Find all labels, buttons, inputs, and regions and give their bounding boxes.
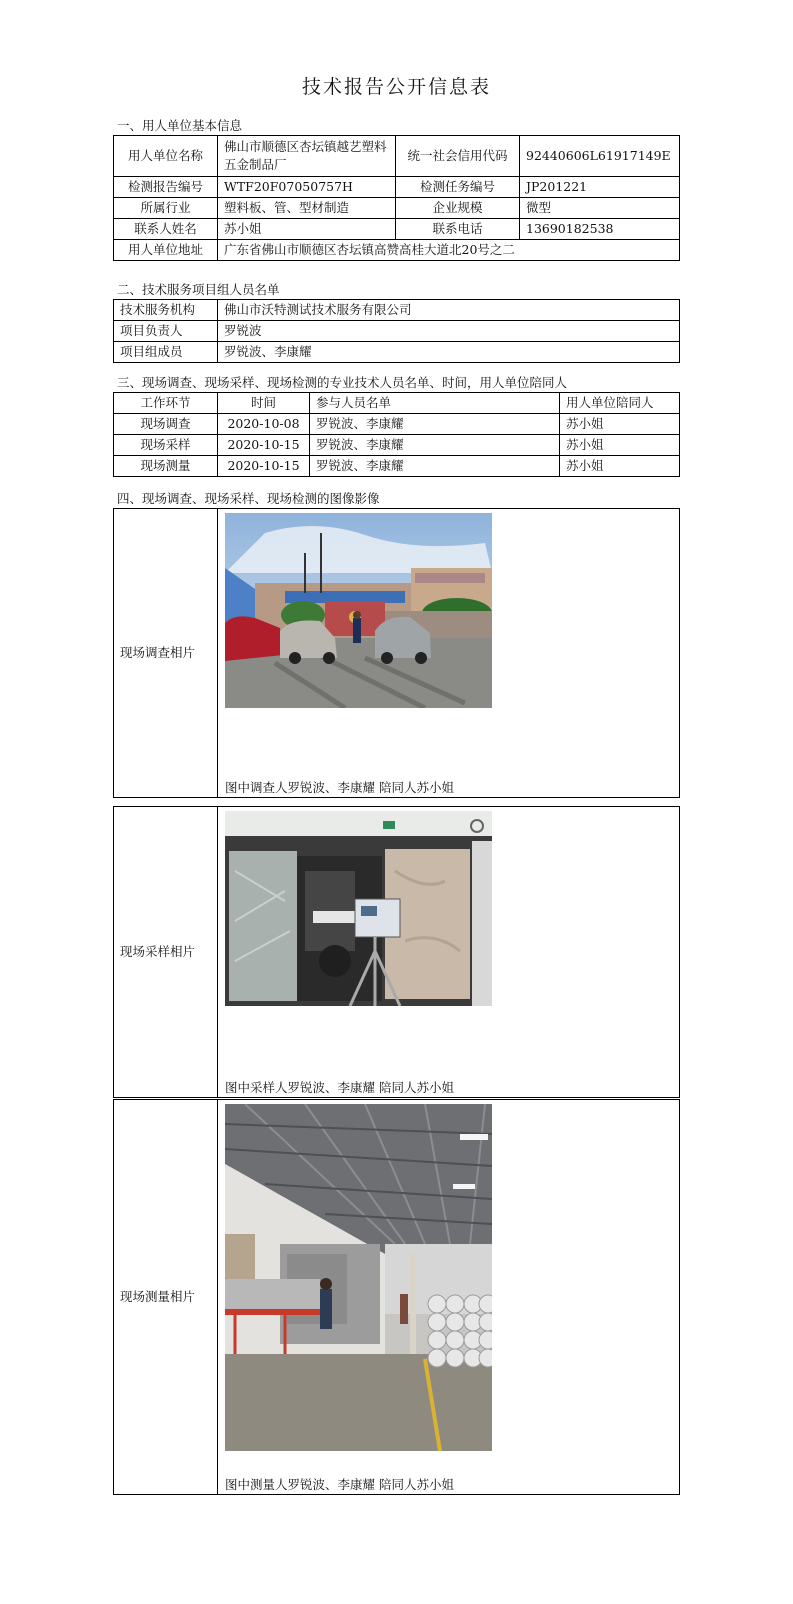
table-row xyxy=(114,456,680,477)
header-escort: 用人单位陪同人 xyxy=(560,393,680,414)
table-row xyxy=(114,219,680,240)
task-no-value: JP201221 xyxy=(520,177,680,198)
escort-cell: 苏小姐 xyxy=(560,435,680,456)
team-table xyxy=(113,299,680,363)
photo-caption: 图中采样人罗锐波、李康耀 陪同人苏小姐 xyxy=(225,1080,454,1095)
stage-cell: 现场测量 xyxy=(114,456,218,477)
report-no-value: WTF20F07050757H xyxy=(218,177,396,198)
credit-code-label: 统一社会信用代码 xyxy=(396,136,520,177)
scale-label: 企业规模 xyxy=(396,198,520,219)
table-row xyxy=(114,321,680,342)
escort-cell: 苏小姐 xyxy=(560,456,680,477)
photo-caption: 图中调查人罗锐波、李康耀 陪同人苏小姐 xyxy=(225,780,454,795)
header-date: 时间 xyxy=(218,393,310,414)
unit-name-label: 用人单位名称 xyxy=(114,136,218,177)
date-cell: 2020-10-08 xyxy=(218,414,310,435)
people-cell: 罗锐波、李康耀 xyxy=(310,435,560,456)
stage-cell: 现场采样 xyxy=(114,435,218,456)
section-heading-photos: 四、现场调查、现场采样、现场检测的图像影像 xyxy=(117,491,380,506)
table-header-row xyxy=(114,393,680,414)
unit-name-value: 佛山市顺德区杏坛镇越艺塑料五金制品厂 xyxy=(218,136,396,177)
photo-table-sampling xyxy=(113,806,680,1098)
stage-cell: 现场调查 xyxy=(114,414,218,435)
photo-table-measurement xyxy=(113,1099,680,1495)
header-stage: 工作环节 xyxy=(114,393,218,414)
basic-info-table xyxy=(113,135,680,261)
leader-label: 项目负责人 xyxy=(114,321,218,342)
schedule-table xyxy=(113,392,680,477)
table-row xyxy=(114,509,680,798)
org-value: 佛山市沃特测试技术服务有限公司 xyxy=(218,300,680,321)
photo-cell xyxy=(218,1100,680,1495)
address-value: 广东省佛山市顺德区杏坛镇高赞高桂大道北20号之二 xyxy=(218,240,680,261)
date-cell: 2020-10-15 xyxy=(218,456,310,477)
org-label: 技术服务机构 xyxy=(114,300,218,321)
date-cell: 2020-10-15 xyxy=(218,435,310,456)
table-row xyxy=(114,342,680,363)
section-heading-schedule: 三、现场调查、现场采样、现场检测的专业技术人员名单、时间，用人单位陪同人 xyxy=(117,375,568,390)
photo-label: 现场采样相片 xyxy=(114,807,218,1098)
address-label: 用人单位地址 xyxy=(114,240,218,261)
measurement-photo xyxy=(225,1104,492,1451)
contact-label: 联系人姓名 xyxy=(114,219,218,240)
members-value: 罗锐波、李康耀 xyxy=(218,342,680,363)
table-row xyxy=(114,1100,680,1495)
people-cell: 罗锐波、李康耀 xyxy=(310,414,560,435)
photo-cell xyxy=(218,807,680,1098)
document-title: 技术报告公开信息表 xyxy=(301,76,491,98)
contact-value: 苏小姐 xyxy=(218,219,396,240)
table-row xyxy=(114,435,680,456)
table-row xyxy=(114,414,680,435)
section-heading-basic-info: 一、用人单位基本信息 xyxy=(117,118,243,133)
photo-table-survey xyxy=(113,508,680,798)
phone-label: 联系电话 xyxy=(396,219,520,240)
industry-label: 所属行业 xyxy=(114,198,218,219)
photo-caption: 图中测量人罗锐波、李康耀 陪同人苏小姐 xyxy=(225,1477,454,1492)
header-people: 参与人员名单 xyxy=(310,393,560,414)
escort-cell: 苏小姐 xyxy=(560,414,680,435)
photo-label: 现场调查相片 xyxy=(114,509,218,798)
survey-photo xyxy=(225,513,492,708)
leader-value: 罗锐波 xyxy=(218,321,680,342)
table-row xyxy=(114,198,680,219)
photo-cell xyxy=(218,509,680,798)
members-label: 项目组成员 xyxy=(114,342,218,363)
table-row xyxy=(114,136,680,177)
phone-value: 13690182538 xyxy=(520,219,680,240)
table-row xyxy=(114,177,680,198)
report-no-label: 检测报告编号 xyxy=(114,177,218,198)
table-row xyxy=(114,240,680,261)
scale-value: 微型 xyxy=(520,198,680,219)
table-row xyxy=(114,300,680,321)
section-heading-team: 二、技术服务项目组人员名单 xyxy=(117,282,280,297)
sampling-photo xyxy=(225,811,492,1006)
people-cell: 罗锐波、李康耀 xyxy=(310,456,560,477)
industry-value: 塑料板、管、型材制造 xyxy=(218,198,396,219)
credit-code-value: 92440606L61917149E xyxy=(520,136,680,177)
table-row xyxy=(114,807,680,1098)
photo-label: 现场测量相片 xyxy=(114,1100,218,1495)
task-no-label: 检测任务编号 xyxy=(396,177,520,198)
